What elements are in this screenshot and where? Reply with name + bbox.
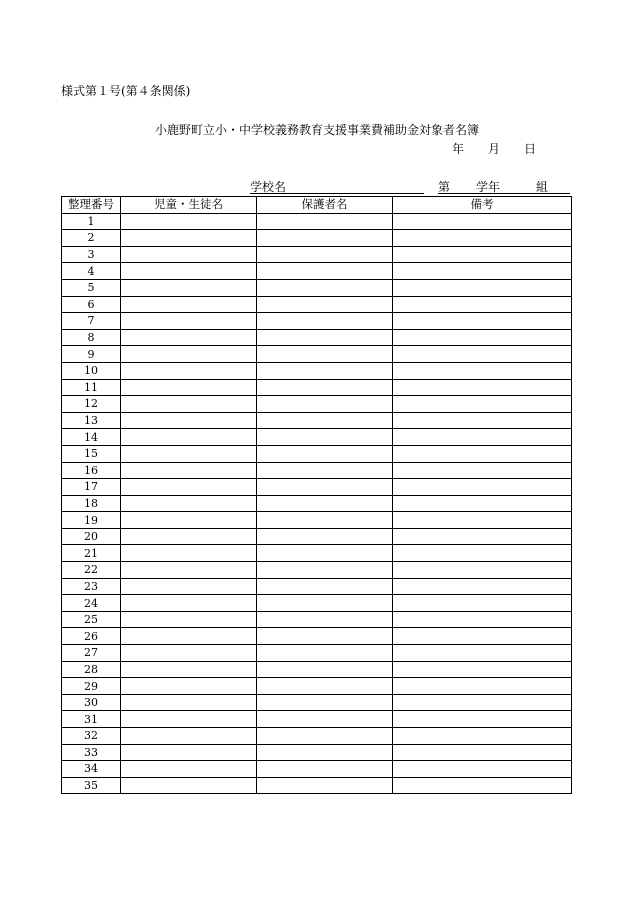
guardian-name-cell[interactable] [257, 412, 393, 429]
guardian-name-cell[interactable] [257, 545, 393, 562]
row-number-cell: 29 [62, 678, 121, 695]
table-row [62, 562, 572, 579]
row-number-cell: 22 [62, 562, 121, 579]
guardian-name-cell[interactable] [257, 661, 393, 678]
student-name-cell[interactable] [121, 263, 257, 280]
school-name-label: 学校名 [250, 180, 287, 194]
student-name-cell[interactable] [121, 777, 257, 794]
remarks-cell[interactable] [393, 230, 572, 247]
table-row [62, 263, 572, 280]
remarks-cell[interactable] [393, 279, 572, 296]
student-name-cell[interactable] [121, 445, 257, 462]
date-month-label: 月 [488, 142, 501, 156]
remarks-cell[interactable] [393, 528, 572, 545]
student-name-cell[interactable] [121, 346, 257, 363]
guardian-name-cell[interactable] [257, 744, 393, 761]
student-name-cell[interactable] [121, 611, 257, 628]
remarks-cell[interactable] [393, 694, 572, 711]
form-number: 様式第１号(第４条関係) [61, 84, 191, 98]
table-row [62, 512, 572, 529]
header-number: 整理番号 [62, 197, 121, 214]
row-number-cell: 4 [62, 263, 121, 280]
remarks-cell[interactable] [393, 313, 572, 330]
header-student-name: 児童・生徒名 [121, 197, 257, 214]
table-row [62, 578, 572, 595]
remarks-cell[interactable] [393, 495, 572, 512]
remarks-cell[interactable] [393, 645, 572, 662]
student-name-cell[interactable] [121, 578, 257, 595]
guardian-name-cell[interactable] [257, 329, 393, 346]
guardian-name-cell[interactable] [257, 595, 393, 612]
row-number-cell: 14 [62, 429, 121, 446]
remarks-cell[interactable] [393, 744, 572, 761]
row-number-cell: 27 [62, 645, 121, 662]
table-row [62, 412, 572, 429]
guardian-name-cell[interactable] [257, 296, 393, 313]
remarks-cell[interactable] [393, 412, 572, 429]
row-number-cell: 7 [62, 313, 121, 330]
guardian-name-cell[interactable] [257, 246, 393, 263]
student-name-cell[interactable] [121, 429, 257, 446]
guardian-name-cell[interactable] [257, 711, 393, 728]
table-row [62, 445, 572, 462]
table-row [62, 429, 572, 446]
row-number-cell: 33 [62, 744, 121, 761]
table-row [62, 728, 572, 745]
guardian-name-cell[interactable] [257, 611, 393, 628]
guardian-name-cell[interactable] [257, 445, 393, 462]
row-number-cell: 12 [62, 396, 121, 413]
row-number-cell: 34 [62, 761, 121, 778]
guardian-name-cell[interactable] [257, 728, 393, 745]
guardian-name-cell[interactable] [257, 479, 393, 496]
class-suffix-label: 組 [536, 180, 549, 194]
student-name-cell[interactable] [121, 678, 257, 695]
table-row [62, 462, 572, 479]
date-day-label: 日 [524, 142, 537, 156]
row-number-cell: 8 [62, 329, 121, 346]
remarks-cell[interactable] [393, 628, 572, 645]
student-name-cell[interactable] [121, 246, 257, 263]
table-row [62, 711, 572, 728]
student-name-cell[interactable] [121, 412, 257, 429]
table-row [62, 479, 572, 496]
guardian-name-cell[interactable] [257, 495, 393, 512]
remarks-cell[interactable] [393, 562, 572, 579]
guardian-name-cell[interactable] [257, 777, 393, 794]
guardian-name-cell[interactable] [257, 213, 393, 230]
row-number-cell: 24 [62, 595, 121, 612]
row-number-cell: 13 [62, 412, 121, 429]
remarks-cell[interactable] [393, 678, 572, 695]
table-row [62, 296, 572, 313]
table-row [62, 645, 572, 662]
guardian-name-cell[interactable] [257, 379, 393, 396]
guardian-name-cell[interactable] [257, 346, 393, 363]
guardian-name-cell[interactable] [257, 761, 393, 778]
guardian-name-cell[interactable] [257, 678, 393, 695]
table-row [62, 678, 572, 695]
header-guardian-name: 保護者名 [257, 197, 393, 214]
table-row [62, 279, 572, 296]
table-row [62, 744, 572, 761]
table-row [62, 661, 572, 678]
table-row [62, 396, 572, 413]
remarks-cell[interactable] [393, 578, 572, 595]
student-name-cell[interactable] [121, 379, 257, 396]
remarks-cell[interactable] [393, 263, 572, 280]
remarks-cell[interactable] [393, 429, 572, 446]
student-name-cell[interactable] [121, 711, 257, 728]
table-row [62, 329, 572, 346]
remarks-cell[interactable] [393, 213, 572, 230]
student-name-cell[interactable] [121, 396, 257, 413]
guardian-name-cell[interactable] [257, 562, 393, 579]
student-name-cell[interactable] [121, 495, 257, 512]
table-row [62, 313, 572, 330]
grade-prefix-label: 第 [438, 180, 451, 194]
guardian-name-cell[interactable] [257, 362, 393, 379]
roster-table [61, 196, 572, 794]
school-info-line [248, 180, 570, 194]
student-name-cell[interactable] [121, 296, 257, 313]
remarks-cell[interactable] [393, 661, 572, 678]
student-name-cell[interactable] [121, 728, 257, 745]
row-number-cell: 6 [62, 296, 121, 313]
guardian-name-cell[interactable] [257, 462, 393, 479]
row-number-cell: 2 [62, 230, 121, 247]
student-name-cell[interactable] [121, 645, 257, 662]
student-name-cell[interactable] [121, 545, 257, 562]
guardian-name-cell[interactable] [257, 694, 393, 711]
row-number-cell: 26 [62, 628, 121, 645]
table-header-row [62, 197, 572, 214]
remarks-cell[interactable] [393, 396, 572, 413]
row-number-cell: 21 [62, 545, 121, 562]
row-number-cell: 5 [62, 279, 121, 296]
guardian-name-cell[interactable] [257, 528, 393, 545]
table-row [62, 213, 572, 230]
row-number-cell: 17 [62, 479, 121, 496]
student-name-cell[interactable] [121, 362, 257, 379]
row-number-cell: 35 [62, 777, 121, 794]
student-name-cell[interactable] [121, 661, 257, 678]
table-row [62, 694, 572, 711]
row-number-cell: 31 [62, 711, 121, 728]
school-name-blank [250, 193, 424, 194]
table-row [62, 230, 572, 247]
roster-body [62, 213, 572, 794]
table-row [62, 628, 572, 645]
table-row [62, 595, 572, 612]
student-name-cell[interactable] [121, 761, 257, 778]
grade-class-blank [438, 193, 570, 194]
remarks-cell[interactable] [393, 761, 572, 778]
student-name-cell[interactable] [121, 462, 257, 479]
remarks-cell[interactable] [393, 296, 572, 313]
remarks-cell[interactable] [393, 545, 572, 562]
row-number-cell: 25 [62, 611, 121, 628]
remarks-cell[interactable] [393, 611, 572, 628]
remarks-cell[interactable] [393, 379, 572, 396]
row-number-cell: 32 [62, 728, 121, 745]
table-row [62, 346, 572, 363]
student-name-cell[interactable] [121, 329, 257, 346]
row-number-cell: 23 [62, 578, 121, 595]
table-row [62, 777, 572, 794]
row-number-cell: 1 [62, 213, 121, 230]
row-number-cell: 28 [62, 661, 121, 678]
student-name-cell[interactable] [121, 279, 257, 296]
student-name-cell[interactable] [121, 479, 257, 496]
row-number-cell: 9 [62, 346, 121, 363]
remarks-cell[interactable] [393, 777, 572, 794]
guardian-name-cell[interactable] [257, 279, 393, 296]
remarks-cell[interactable] [393, 728, 572, 745]
student-name-cell[interactable] [121, 213, 257, 230]
row-number-cell: 30 [62, 694, 121, 711]
student-name-cell[interactable] [121, 313, 257, 330]
student-name-cell[interactable] [121, 562, 257, 579]
table-row [62, 362, 572, 379]
document-title: 小鹿野町立小・中学校義務教育支援事業費補助金対象者名簿 [155, 123, 480, 137]
guardian-name-cell[interactable] [257, 578, 393, 595]
table-row [62, 495, 572, 512]
remarks-cell[interactable] [393, 479, 572, 496]
student-name-cell[interactable] [121, 744, 257, 761]
row-number-cell: 19 [62, 512, 121, 529]
remarks-cell[interactable] [393, 462, 572, 479]
remarks-cell[interactable] [393, 346, 572, 363]
row-number-cell: 10 [62, 362, 121, 379]
row-number-cell: 18 [62, 495, 121, 512]
guardian-name-cell[interactable] [257, 628, 393, 645]
guardian-name-cell[interactable] [257, 230, 393, 247]
remarks-cell[interactable] [393, 711, 572, 728]
guardian-name-cell[interactable] [257, 396, 393, 413]
table-row [62, 761, 572, 778]
table-row [62, 379, 572, 396]
remarks-cell[interactable] [393, 246, 572, 263]
guardian-name-cell[interactable] [257, 313, 393, 330]
remarks-cell[interactable] [393, 512, 572, 529]
remarks-cell[interactable] [393, 329, 572, 346]
student-name-cell[interactable] [121, 628, 257, 645]
grade-suffix-label: 学年 [476, 180, 501, 194]
row-number-cell: 15 [62, 445, 121, 462]
row-number-cell: 3 [62, 246, 121, 263]
guardian-name-cell[interactable] [257, 645, 393, 662]
student-name-cell[interactable] [121, 694, 257, 711]
row-number-cell: 11 [62, 379, 121, 396]
table-row [62, 246, 572, 263]
table-row [62, 611, 572, 628]
row-number-cell: 16 [62, 462, 121, 479]
remarks-cell[interactable] [393, 362, 572, 379]
date-year-label: 年 [452, 142, 465, 156]
guardian-name-cell[interactable] [257, 263, 393, 280]
guardian-name-cell[interactable] [257, 512, 393, 529]
remarks-cell[interactable] [393, 595, 572, 612]
table-row [62, 528, 572, 545]
table-row [62, 545, 572, 562]
row-number-cell: 20 [62, 528, 121, 545]
remarks-cell[interactable] [393, 445, 572, 462]
student-name-cell[interactable] [121, 595, 257, 612]
student-name-cell[interactable] [121, 528, 257, 545]
guardian-name-cell[interactable] [257, 429, 393, 446]
student-name-cell[interactable] [121, 230, 257, 247]
student-name-cell[interactable] [121, 512, 257, 529]
header-remarks: 備考 [393, 197, 572, 214]
